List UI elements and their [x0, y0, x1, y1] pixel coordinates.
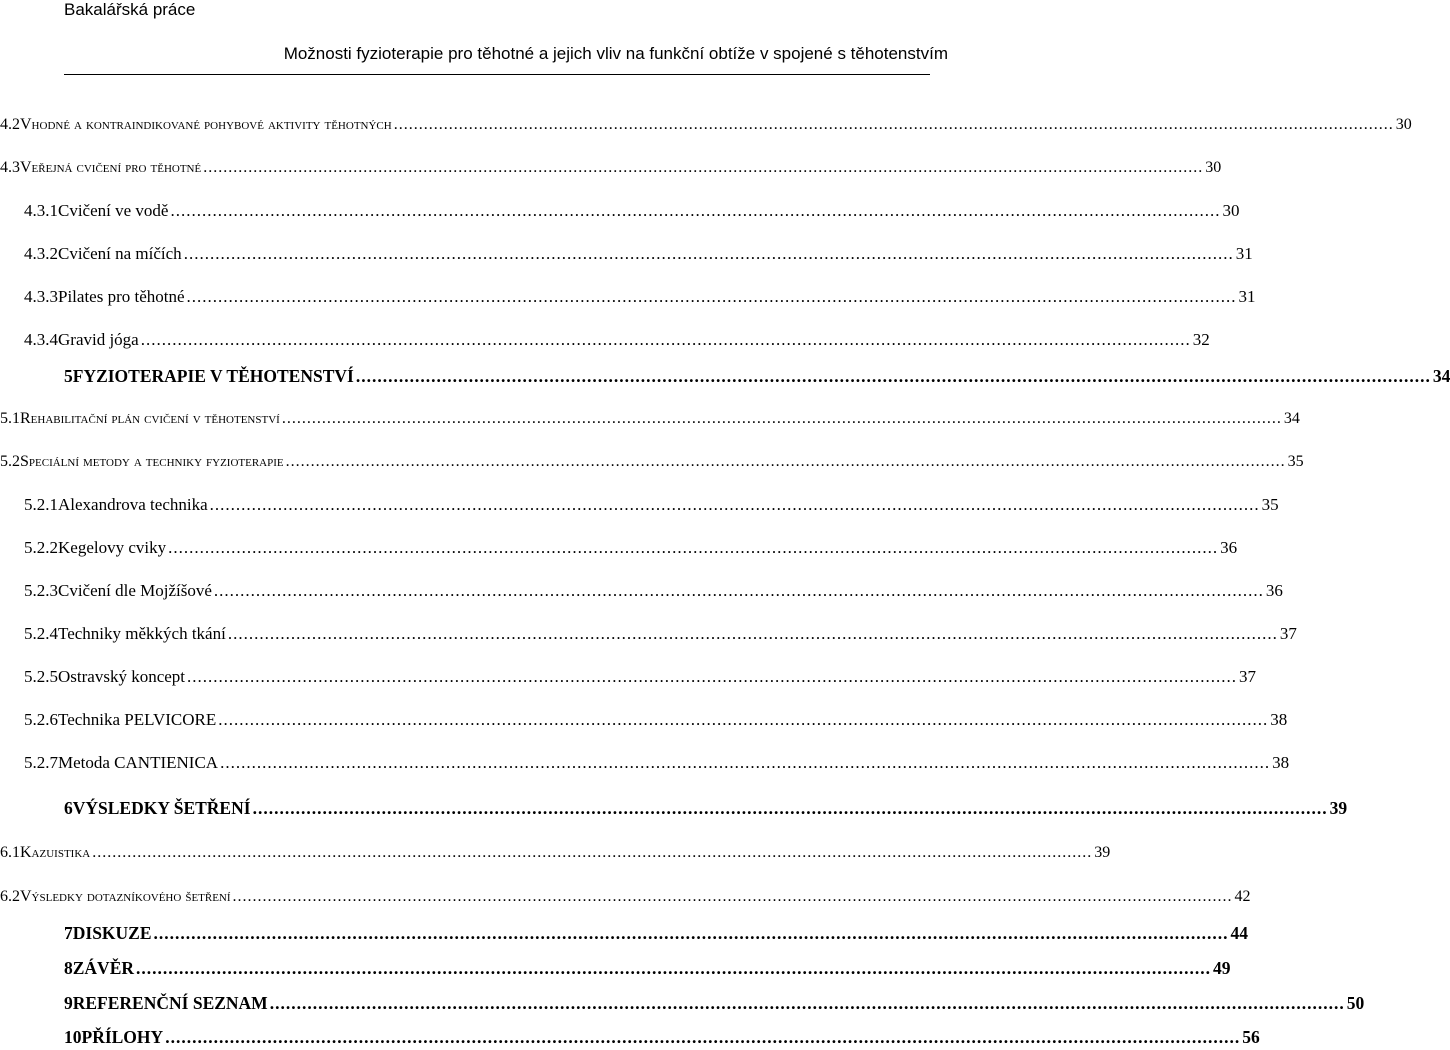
toc-entry-page: 30: [1222, 201, 1240, 220]
toc-entry-title: Cvičení na míčích: [58, 244, 182, 263]
toc-entry-title: REFERENČNÍ SEZNAM: [72, 993, 268, 1013]
toc-leader-dots: ........................................................................................................................................................................................................: [220, 753, 1271, 772]
toc-leader-dots: ........................................................................................................................................................................................................: [168, 538, 1219, 557]
toc-entry-number: 6.2: [0, 888, 20, 905]
toc-leader-dots: ........................................................................................................................................................................................................: [165, 1027, 1241, 1047]
toc-entry-title: Výsledky dotazníkového šetření: [20, 888, 231, 905]
toc-entry-title: Alexandrova technika: [58, 495, 208, 514]
toc-entry[interactable]: [24, 327, 1210, 353]
toc-entry-page: 38: [1270, 710, 1288, 729]
toc-entry-title: Techniky měkkých tkání: [58, 624, 226, 643]
toc-entry-number: 4.3.3: [24, 287, 58, 306]
toc-entry[interactable]: [24, 284, 1256, 310]
toc-entry-page: 49: [1213, 958, 1231, 978]
toc-entry-title: Cvičení ve vodě: [58, 201, 169, 220]
toc-entry-title: Pilates pro těhotné: [58, 287, 185, 306]
toc-entry-page: 36: [1265, 581, 1283, 600]
toc-entry-number: 5.2: [0, 453, 20, 470]
toc-entry-page: 38: [1272, 753, 1290, 772]
toc-leader-dots: ........................................................................................................................................................................................................: [140, 330, 1191, 349]
toc-entry[interactable]: [24, 198, 1240, 224]
toc-chapter-entry[interactable]: [64, 1024, 1260, 1050]
toc-entry-title: Gravid jóga: [58, 330, 139, 349]
toc-entry-title: Speciální metody a techniky fyzioterapie: [20, 453, 284, 470]
toc-entry-number: 6.1: [0, 844, 20, 861]
toc-entry-title: PŘÍLOHY: [81, 1027, 164, 1047]
toc-chapter-entry[interactable]: [64, 990, 1365, 1016]
toc-leader-dots: ........................................................................................................................................................................................................: [252, 798, 1328, 818]
toc-entry[interactable]: [24, 707, 1288, 733]
toc-entry[interactable]: [24, 578, 1283, 604]
toc-chapter-entry[interactable]: [64, 920, 1249, 946]
toc-entry-page: 50: [1346, 993, 1365, 1013]
toc-entry-page: 44: [1230, 923, 1249, 943]
toc-leader-dots: ........................................................................................................................................................................................................: [355, 366, 1431, 386]
toc-entry-page: 31: [1238, 287, 1256, 306]
toc-entry[interactable]: [0, 155, 1222, 181]
toc-entry[interactable]: [24, 492, 1279, 518]
toc-entry[interactable]: [0, 406, 1300, 432]
toc-leader-dots: ........................................................................................................................................................................................................: [187, 667, 1238, 686]
running-header-title: Možnosti fyzioterapie pro těhotné a jejich vliv na funkční obtíže v spojené s těhotenstvím: [283, 44, 948, 63]
toc-entry-title: Technika PELVICORE: [58, 710, 217, 729]
toc-entry-title: FYZIOTERAPIE V TĚHOTENSTVÍ: [72, 366, 354, 386]
toc-entry-page: 39: [1094, 844, 1111, 861]
toc-entry-title: Metoda CANTIENICA: [58, 753, 219, 772]
toc-entry-page: 34: [1432, 366, 1450, 386]
toc-leader-dots: ........................................................................................................................................................................................................: [209, 495, 1260, 514]
toc-entry-number: 5.2.5: [24, 667, 58, 686]
toc-entry[interactable]: [0, 840, 1111, 866]
toc-entry-number: 4.2: [0, 116, 20, 133]
toc-entry-number: 8: [64, 958, 73, 978]
toc-entry[interactable]: [24, 664, 1257, 690]
toc-entry-title: Ostravský koncept: [58, 667, 186, 686]
toc-leader-dots: ........................................................................................................................................................................................................: [393, 116, 1394, 133]
toc-entry-number: 5.2.3: [24, 581, 58, 600]
toc-entry[interactable]: [0, 449, 1304, 475]
toc-chapter-entry[interactable]: [64, 363, 1450, 389]
toc-entry-page: 34: [1283, 410, 1300, 427]
toc-entry-title: DISKUZE: [72, 923, 152, 943]
toc-entry-page: 35: [1287, 453, 1304, 470]
toc-entry-page: 39: [1329, 798, 1348, 818]
toc-leader-dots: ........................................................................................................................................................................................................: [285, 453, 1286, 470]
toc-entry-page: 30: [1205, 159, 1222, 176]
toc-entry[interactable]: [24, 750, 1290, 776]
toc-leader-dots: ........................................................................................................................................................................................................: [170, 201, 1221, 220]
toc-leader-dots: ........................................................................................................................................................................................................: [183, 244, 1234, 263]
toc-entry-number: 5.2.7: [24, 753, 58, 772]
toc-leader-dots: ........................................................................................................................................................................................................: [186, 287, 1237, 306]
toc-entry-number: 6: [64, 798, 73, 818]
toc-entry-number: 4.3: [0, 159, 20, 176]
toc-entry-page: 42: [1234, 888, 1251, 905]
toc-entry-title: ZÁVĚR: [72, 958, 135, 978]
toc-leader-dots: ........................................................................................................................................................................................................: [227, 624, 1278, 643]
toc-entry-title: Veřejná cvičení pro těhotné: [20, 159, 202, 176]
toc-entry-number: 7: [64, 923, 73, 943]
toc-entry-title: VÝSLEDKY ŠETŘENÍ: [72, 798, 251, 818]
toc-entry-number: 5: [64, 366, 73, 386]
toc-entry-number: 5.2.2: [24, 538, 58, 557]
toc-entry-title: Rehabilitační plán cvičení v těhotenství: [20, 410, 280, 427]
toc-entry-page: 37: [1239, 667, 1257, 686]
toc-entry-number: 4.3.1: [24, 201, 58, 220]
toc-entry-number: 9: [64, 993, 73, 1013]
toc-entry-number: 10: [64, 1027, 82, 1047]
toc-entry-number: 4.3.2: [24, 244, 58, 263]
toc-entry-page: 31: [1235, 244, 1253, 263]
toc-leader-dots: ........................................................................................................................................................................................................: [136, 958, 1212, 978]
toc-entry-title: Cvičení dle Mojžíšové: [58, 581, 212, 600]
toc-entry-page: 37: [1279, 624, 1297, 643]
toc-entry-title: Vhodné a kontraindikované pohybové aktivity těhotných: [20, 116, 392, 133]
toc-entry-page: 36: [1220, 538, 1238, 557]
toc-entry-title: Kazuistika: [20, 844, 91, 861]
toc-chapter-entry[interactable]: [64, 955, 1231, 981]
toc-leader-dots: ........................................................................................................................................................................................................: [203, 159, 1204, 176]
toc-entry-page: 32: [1192, 330, 1210, 349]
toc-entry-number: 5.2.4: [24, 624, 58, 643]
toc-entry[interactable]: [0, 112, 1412, 138]
toc-leader-dots: ........................................................................................................................................................................................................: [153, 923, 1229, 943]
toc-entry-page: 30: [1395, 116, 1412, 133]
toc-entry-number: 5.1: [0, 410, 20, 427]
toc-entry[interactable]: [24, 241, 1253, 267]
toc-entry-number: 5.2.6: [24, 710, 58, 729]
toc-leader-dots: ........................................................................................................................................................................................................: [281, 410, 1282, 427]
toc-chapter-entry[interactable]: [64, 795, 1348, 821]
toc-entry[interactable]: [24, 535, 1238, 561]
toc-entry-title: Kegelovy cviky: [58, 538, 167, 557]
toc-entry-page: 56: [1242, 1027, 1260, 1047]
toc-entry-number: 4.3.4: [24, 330, 58, 349]
toc-leader-dots: ........................................................................................................................................................................................................: [232, 888, 1233, 905]
toc-leader-dots: ........................................................................................................................................................................................................: [218, 710, 1269, 729]
toc-leader-dots: ........................................................................................................................................................................................................: [269, 993, 1345, 1013]
toc-leader-dots: ........................................................................................................................................................................................................: [92, 844, 1093, 861]
toc-entry[interactable]: [24, 621, 1297, 647]
running-header-left: Bakalářská práce: [64, 0, 196, 19]
toc-entry[interactable]: [0, 884, 1251, 910]
toc-leader-dots: ........................................................................................................................................................................................................: [213, 581, 1264, 600]
toc-entry-page: 35: [1261, 495, 1279, 514]
toc-entry-number: 5.2.1: [24, 495, 58, 514]
